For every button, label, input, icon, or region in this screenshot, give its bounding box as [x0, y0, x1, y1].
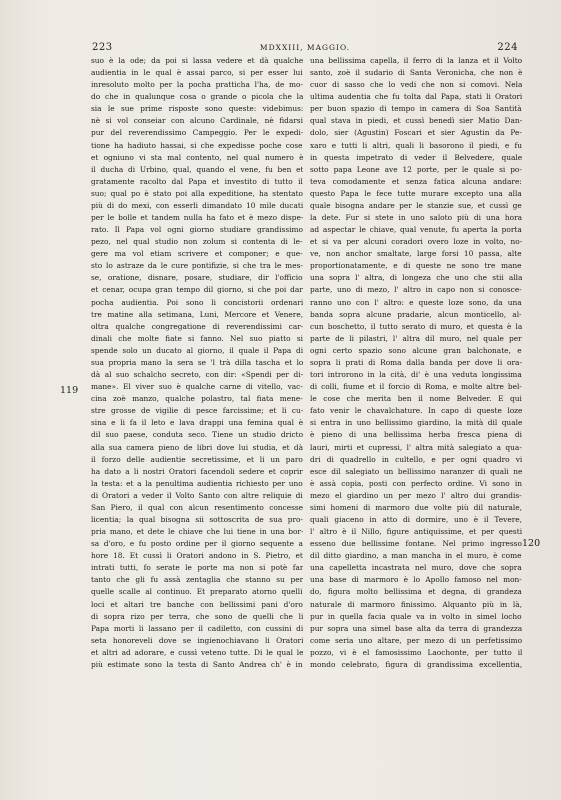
text-line: la dete. Fur si stete in uno saloto più di una hora	[310, 213, 522, 223]
text-line: dà al suo schalcho secreto, con dir: «Spendi per di-	[91, 370, 303, 380]
text-line: sto lo astraze da le cure pontifizie, si che tra le mes-	[91, 261, 303, 271]
text-line: audientia in le qual è assai parco, si per esser lui	[91, 68, 303, 78]
text-line: pozzo, vi è el famosissimo Laochonte, per tutto il	[310, 647, 522, 657]
text-line: sua propria mano la sera se 'l trà dilla tascha et lo	[91, 357, 303, 367]
text-line: pria mano, et dete le chiave che lui tiene in una bor-	[91, 527, 303, 537]
text-line: sotto papa Leone ave 12 porte, per le quale si po-	[310, 164, 522, 174]
text-line: xaro e tutti li altri, quali li basorono il piedi, e fu	[310, 140, 522, 150]
text-line: il forzo delle audientie secretissime, et li un paro	[91, 454, 303, 464]
left-text-column	[91, 55, 303, 671]
text-line: do che in qualunque cosa o grande o picola che la	[91, 92, 303, 102]
text-line: una capelletta incastrata nel muro, dove che sopra	[310, 563, 522, 573]
text-line: una bellissima capella, il ferro di la lanza et il Volto	[310, 56, 522, 65]
text-line: et cenar, ocupa gran tempo dil giorno, si che poi dar	[91, 285, 303, 295]
text-line: stre grosse de vigilie di pesce farcissime; et li cu-	[91, 406, 303, 416]
text-line: una sopra l' altra, di longeza che uno che stii alla	[310, 273, 522, 283]
text-line: sina e li fa il leto e lava drappi una femina qual è	[91, 418, 303, 428]
margin-number-right: 120	[522, 538, 541, 549]
text-line: più estimate sono la testa di Santo Andrea ch' è in	[91, 659, 303, 669]
text-line: ultima audentia che fu tolta dal Papa, stati li Oratori	[310, 92, 522, 102]
text-line: dil suo paese, conduta seco. Tiene un studio dricto	[91, 430, 303, 440]
text-line: di sopra rizo per terra, che sono de quelli che li	[91, 611, 303, 621]
text-line: do, figura molto bellissima et degna, di grandeza	[310, 587, 522, 597]
text-line: ve, non anchor smaltate, large forsi 10 passa, alte	[310, 249, 522, 259]
text-line: suo; qual po è stato poi alla expeditione, ha stentato	[91, 188, 303, 198]
text-line: santo, zoè il sudario di Santa Veronicha, che non è	[310, 68, 522, 78]
text-line: ad aspectar le chiave, qual venute, fu aperta la porta	[310, 225, 522, 235]
text-line: hore 18. Et cussì li Oratori andono in S. Pietro, et	[91, 551, 303, 561]
text-line: la testa: et a la penultima audientia richiesto per uno	[91, 478, 303, 488]
page-header	[92, 42, 518, 56]
text-line: dinali che molte fiate si fanno. Nel suo piatto si	[91, 333, 303, 343]
text-line: tione ha hadiuto hassai, si che expedisse poche cose	[91, 140, 303, 150]
text-line: et si va per alcuni coradori overo loze in volto, no-	[310, 237, 522, 247]
text-line: di colli, fiume et il forcio di Roma, e molte altre bel-	[310, 382, 522, 392]
text-line: alla sua camera pieno de libri dove lui studia, et dà	[91, 442, 303, 452]
text-line: mane». El viver suo è qualche carne di vitello, vac-	[91, 382, 303, 392]
text-line: San Piero, il qual con alcun resentimento concesse	[91, 502, 303, 512]
text-line: il ducha di Urbino, qual, quando el vene, fu ben et	[91, 164, 303, 174]
text-line: spende solo un ducato al giorno, il quale il Papa di	[91, 345, 303, 355]
text-line: parte, uno di mezo, l' altro in capo non si conosce-	[310, 285, 522, 295]
text-line: pur sopra una simel base alta da terra di grandezza	[310, 623, 522, 633]
text-line: fato venir le chavalchature. In capo di queste loze	[310, 406, 522, 416]
text-line: intrati tutti, fo serate le porte ma non si potè far	[91, 563, 303, 573]
text-line: et altri ad adorare, e cussì veteno tutte. Di le qual le	[91, 647, 303, 657]
text-line: una base di marmoro è lo Apollo famoso nel mon-	[310, 575, 522, 585]
text-line: proportionatamente, e di queste ne sono tre mane	[310, 261, 522, 271]
page-number-left: 223	[92, 42, 113, 53]
text-line: quali giaceno in atto di dormire, uno è il Tevere,	[310, 514, 522, 524]
text-line: mondo celebrato, figura di grandissima excellentia,	[310, 659, 522, 669]
text-line: tanto che gli fu assà zentaglia che stanno su per	[91, 575, 303, 585]
text-line: l' altro è il Nillo, figure antiquissime, et per questi	[310, 527, 522, 537]
text-line: dolo, sier (Agustin) Foscari et sier Agustin da Pe-	[310, 128, 522, 138]
text-line: naturale di marmoro finissimo. Alquanto più in là,	[310, 599, 522, 609]
text-line: suo è la ode; da poi si lassa vedere et dà qualche	[91, 56, 303, 65]
text-line: teva comodamente et senza fatica alcuna andare:	[310, 176, 522, 186]
text-line: ha dato a li nostri Oratori facendoli sedere et coprir	[91, 466, 303, 476]
text-line: sopra li prati di Roma dalla banda per dove li ora-	[310, 357, 522, 367]
text-line: si entra in uno bellissimo giardino, la mità dil quale	[310, 418, 522, 428]
text-line: le cose che merita ben il nome Belveder. E qui	[310, 394, 522, 404]
text-line: pocha audientia. Poi sono li concistorii ordenari	[91, 297, 303, 307]
right-text-column	[310, 55, 522, 671]
text-line: seta honoreveli dove se ingienochiavano li Oratori	[91, 635, 303, 645]
text-line: inresoluto molto per la pocha pratticha l'ha, de mo-	[91, 80, 303, 90]
running-title: MDXXIII, MAGGIO.	[259, 43, 351, 52]
text-line: è pieno di una bellissima herba fresca piena di	[310, 430, 522, 440]
text-line: come seria uno altare, per mezo di un perfetissimo	[310, 635, 522, 645]
text-line: più di do mexi, con esserli dimandato 10 mile ducati	[91, 200, 303, 210]
text-line: gratamente racolto dal Papa et investito di tutto il	[91, 176, 303, 186]
text-line: se, oratione, disnare, posare, studiare, dir l'officio	[91, 273, 303, 283]
text-line: lauri, mirti et cupressi, l' altra mità salegiato a qua-	[310, 442, 522, 452]
text-line: in questa impetrato di veder il Belvedere, quale	[310, 152, 522, 162]
text-line: ranno uno con l' altro: e queste loze sono, da una	[310, 297, 522, 307]
text-line: è assà copia, posti con perfecto ordine. Vi sono in	[310, 478, 522, 488]
text-line: esce dil salegiato un bellissimo naranzer di quali ne	[310, 466, 522, 476]
text-line: et ogniuno vi sta mal contento, nel qual numero è	[91, 152, 303, 162]
text-line: di Oratori a veder il Volto Santo con altre reliquie di	[91, 490, 303, 500]
text-line: dri di quadrello in cultello, e per ogni quadro vi	[310, 454, 522, 464]
text-line: licentia; la qual bisogna sii sottoscrita de sua pro-	[91, 514, 303, 524]
text-line: loci et altari tre banche con bellissimi pani d'oro	[91, 599, 303, 609]
text-line: gere ma vol etiam scrivere et componer; e que-	[91, 249, 303, 259]
text-line: nè si vol conseiar con alcuno Cardinale, nè fidarsi	[91, 116, 303, 126]
text-line: questo Papa le fece tutte murare excepto una alla	[310, 188, 522, 198]
text-line: per buon spazio di tempo in camera di Soa Santità	[310, 104, 522, 114]
text-line: cuor di sasso che lo vedi che non si comovi. Nela	[310, 80, 522, 90]
text-line: quelle scalle al continuo. Et preparato atorno quelli	[91, 587, 303, 597]
text-line: tre matine alla setimana, Luni, Mercore et Venere,	[91, 309, 303, 319]
text-line: pur in quella facia quale va in volto in simel locho	[310, 611, 522, 621]
text-line: dil ditto giardino, a man mancha in el muro, è come	[310, 551, 522, 561]
text-line: esseno due bellissime fontane. Nel primo ingresso	[310, 539, 522, 549]
text-line: mezo el giardino un per mezo l' altro dui grandis-	[310, 490, 522, 500]
page-number-right: 224	[497, 42, 518, 53]
text-line: oltra qualche congregatione di reverendissimi car-	[91, 321, 303, 331]
text-line: ogni certo spazio sono alcune gran balchonate, e	[310, 345, 522, 355]
text-line: sia le sue prime risposte sono queste: videbimus:	[91, 104, 303, 114]
text-line: per le bolle et tandem nulla ha fato et è mezo dispe-	[91, 213, 303, 223]
text-line: pezo, nel qual studio non zolum si contenta di le-	[91, 237, 303, 247]
text-line: sa d'oro, e fu posto ordine per il giorno sequente a	[91, 539, 303, 549]
text-line: qual stava in piedi, et cussì benedì sier Matio Dan-	[310, 116, 522, 126]
text-line: cina zoè manzo, qualche polastro, tal fiata mene-	[91, 394, 303, 404]
margin-number-left: 119	[60, 385, 79, 396]
text-line: rato. Il Papa vol ogni giorno studiare grandissimo	[91, 225, 303, 235]
text-line: parte de li pilastri, l' altra dil muro, nel quale per	[310, 333, 522, 343]
text-line: tori introrono in la cità, di' è una veduta longissima	[310, 370, 522, 380]
text-line: quale bisogna andare per le stanzie sue, et cussì ge	[310, 200, 522, 210]
text-line: pur del reverendissimo Campeggio. Per le expedi-	[91, 128, 303, 138]
text-line: simi homeni di marmoro due volte più dil naturale,	[310, 502, 522, 512]
text-line: Papa morti li lassano per il cadiletto, con cussini di	[91, 623, 303, 633]
text-line: cun boschetto, il tutto serato di muro, et questa è la	[310, 321, 522, 331]
text-line: banda sopra alcune pradarie, alcun monticello, al-	[310, 309, 522, 319]
